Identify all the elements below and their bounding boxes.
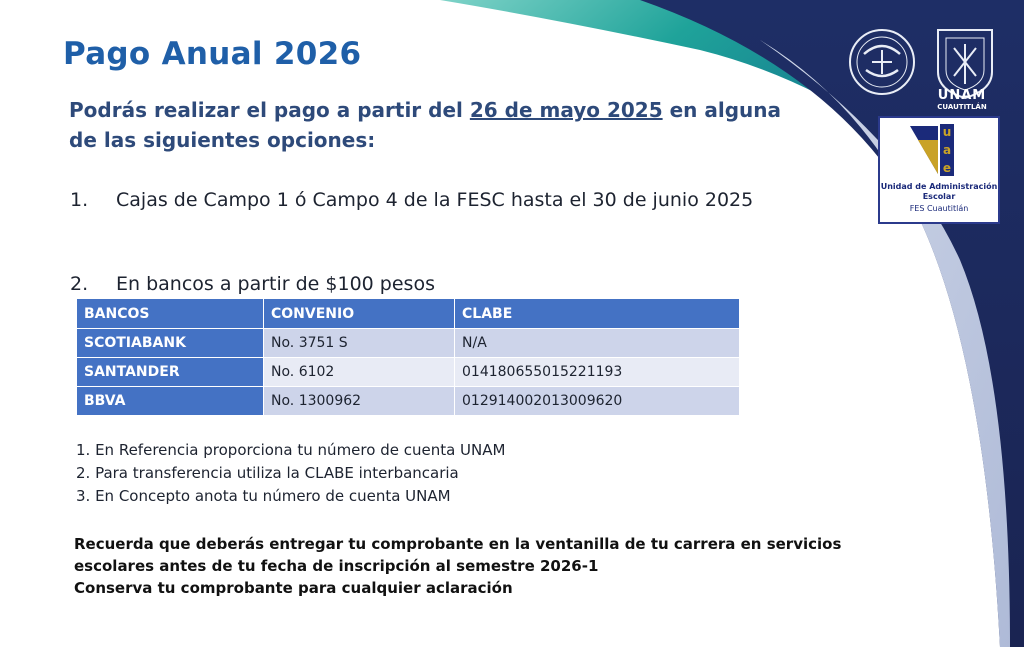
note-item: 1. En Referencia proporciona tu número de cuenta UNAM [76, 441, 506, 459]
clabe-cell: 014180655015221193 [455, 358, 740, 387]
header-clabe: CLABE [455, 299, 740, 329]
uae-letter: u [942, 125, 952, 139]
table-row [77, 329, 740, 358]
convenio-cell: No. 6102 [264, 358, 455, 387]
option-number: 2. [70, 273, 89, 295]
unam-seal-icon [850, 30, 914, 94]
option-text: En bancos a partir de $100 pesos [116, 273, 435, 295]
payment-notes [76, 439, 505, 508]
bank-name: SCOTIABANK [77, 329, 264, 358]
table-header-row [77, 299, 740, 329]
intro-text-after: en alguna de las siguientes opciones: [69, 98, 781, 152]
convenio-cell: No. 1300962 [264, 387, 455, 416]
option-number: 1. [70, 189, 89, 211]
intro-text-before: Podrás realizar el pago a partir del [69, 98, 470, 122]
uae-logo [878, 116, 1000, 224]
table-row [77, 358, 740, 387]
uae-name: Unidad de Administración Escolar [880, 182, 998, 201]
reminder-line: escolares antes de tu fecha de inscripción al semestre 2026-1 [74, 557, 599, 575]
uae-letter: e [942, 161, 952, 175]
note-item: 2. Para transferencia utiliza la CLABE interbancaria [76, 464, 459, 482]
uae-campus: FES Cuautitlán [909, 204, 969, 213]
bank-name: SANTANDER [77, 358, 264, 387]
banks-table [76, 298, 740, 416]
start-date: 26 de mayo 2025 [469, 98, 663, 122]
convenio-cell: No. 3751 S [264, 329, 455, 358]
option-text: Cajas de Campo 1 ó Campo 4 de la FESC hasta el 30 de junio 2025 [116, 189, 754, 211]
page-title: Pago Anual 2026 [63, 36, 362, 72]
note-item: 3. En Concepto anota tu número de cuenta UNAM [76, 487, 451, 505]
reminder-line: Recuerda que deberás entregar tu comprobante en la ventanilla de tu carrera en servicios [74, 535, 842, 553]
table-row [77, 387, 740, 416]
header-bancos: BANCOS [77, 299, 264, 329]
reminder-text [74, 533, 974, 599]
uae-letter: a [942, 143, 952, 157]
header-convenio: CONVENIO [264, 299, 455, 329]
intro-text [69, 95, 789, 155]
reminder-line: Conserva tu comprobante para cualquier aclaración [74, 579, 513, 597]
unam-wordmark: UNAM [937, 88, 987, 103]
clabe-cell: 012914002013009620 [455, 387, 740, 416]
clabe-cell: N/A [455, 329, 740, 358]
unam-campus-wordmark: CUAUTITLÁN [937, 103, 987, 111]
bank-name: BBVA [77, 387, 264, 416]
uae-emblem-icon [880, 118, 998, 180]
